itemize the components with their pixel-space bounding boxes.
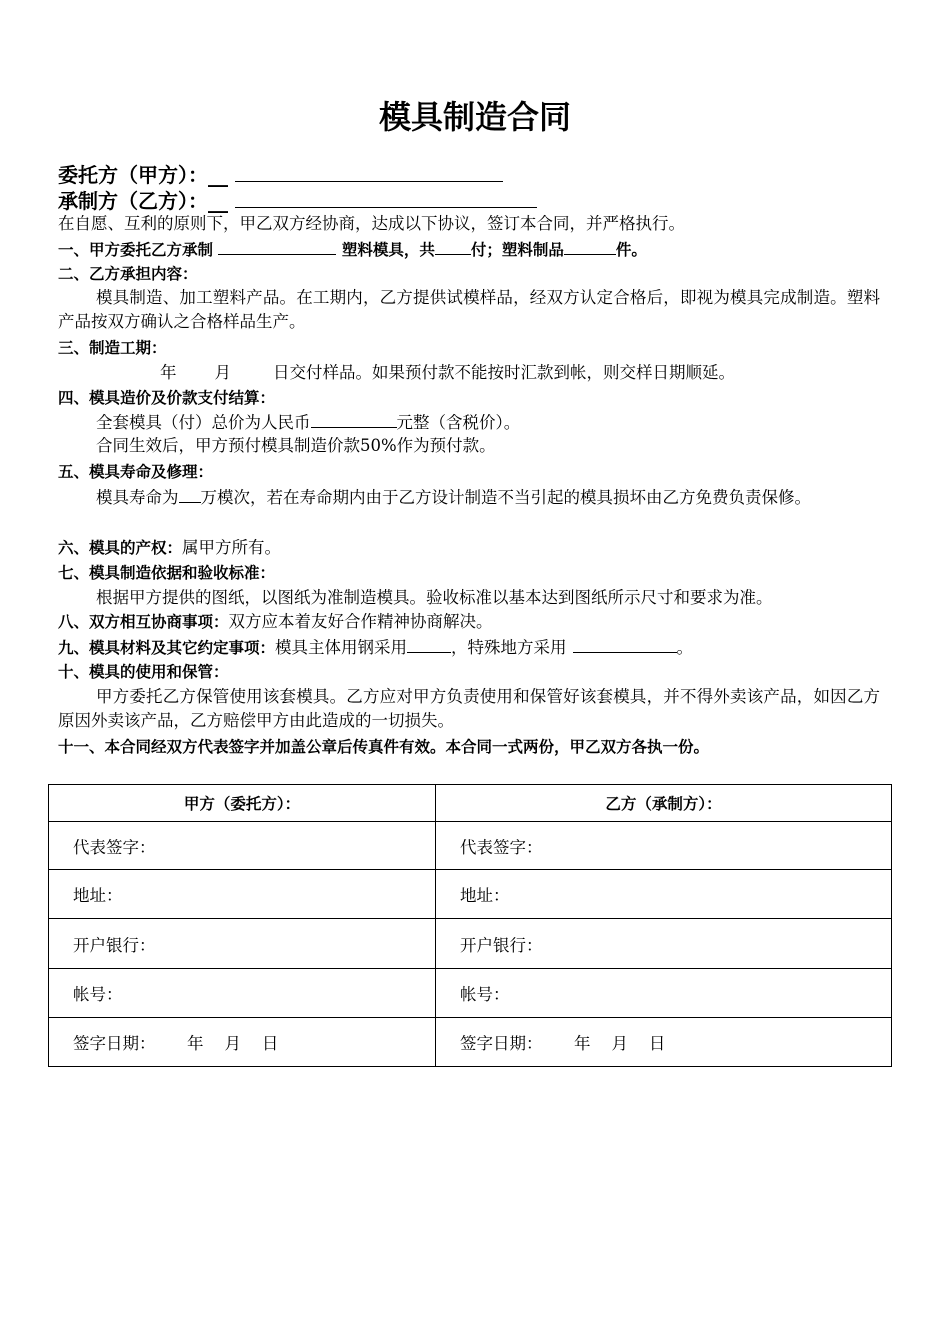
clause-8-heading: 八、双方相互协商事项： [58,613,229,631]
clause-3-month: 月 [214,363,231,382]
clause-9-body-a: 模具主体用钢采用 [275,638,408,657]
clause-1 [58,237,888,262]
clause-8 [58,610,888,634]
clause-1-mid1: 塑料模具，共 [341,241,435,259]
clause-5-body-b: 万模次，若在寿命期内由于乙方设计制造不当引起的模具损坏由乙方免费负责保修。 [200,488,811,507]
party-b-bank-cell[interactable]: 开户银行： [436,919,892,969]
clause-3-year: 年 [160,363,177,382]
party-b-blank[interactable] [235,189,537,208]
clause-10-heading: 十、模具的使用和保管： [58,663,229,681]
party-a-blank[interactable] [235,163,503,182]
clause-4-line1-a: 全套模具（付）总价为人民币 [96,413,311,432]
clause-2-body: 模具制造、加工塑料产品。在工期内，乙方提供试模样品，经双方认定合格后，即视为模具完成制造。塑料产品按双方确认之合格样品生产。 [58,288,880,331]
clause-6-heading: 六、模具的产权： [58,539,183,557]
party-b-address-cell[interactable]: 地址： [436,870,892,919]
total-price-blank[interactable] [311,410,397,428]
clause-8-body: 双方应本着友好合作精神协商解决。 [228,612,493,631]
party-b-filler: __ [208,189,235,213]
party-a-address-cell[interactable]: 地址： [49,870,436,919]
clause-3-body [58,361,888,385]
clause-4-line1-b: 元整（含税价）。 [396,413,521,432]
clause-5-body [58,485,880,510]
signature-table [48,784,892,1067]
clause-4-line2: 合同生效后，甲方预付模具制造价款50%作为预付款。 [96,436,496,455]
account-row [49,969,892,1018]
clause-5-heading: 五、模具寿命及修理： [58,463,214,481]
product-count-blank[interactable] [564,237,616,255]
party-a-label: 委托方（甲方）： [58,163,208,187]
mold-count-blank[interactable] [435,237,471,255]
party-b-header: 乙方（承制方）： [436,785,892,822]
party-b-line [58,188,537,214]
date-row [49,1018,892,1067]
clause-5-body-a: 模具寿命为 [96,488,179,507]
party-a-header: 甲方（委托方）： [49,785,436,822]
clause-2-heading: 二、乙方承担内容： [58,265,198,283]
special-steel-blank[interactable] [573,635,677,653]
party-b-account-cell[interactable]: 帐号： [436,969,892,1018]
clause-1-prefix: 一、甲方委托乙方承制 [58,241,214,259]
bank-row [49,919,892,969]
clause-9-heading: 九、模具材料及其它约定事项： [58,639,276,657]
party-a-filler: __ [208,163,235,187]
party-a-signature-cell[interactable]: 代表签字： [49,822,436,870]
clause-4-heading: 四、模具造价及价款支付结算： [58,389,276,407]
clause-9-body-b: ，特殊地方采用 [451,638,567,657]
party-a-account-cell[interactable]: 帐号： [49,969,436,1018]
party-a-line [58,162,503,188]
signature-table-header [49,785,892,822]
signature-row [49,822,892,870]
address-row [49,870,892,919]
clause-7-heading: 七、模具制造依据和验收标准： [58,564,276,582]
document-title: 模具制造合同 [378,98,571,136]
life-blank[interactable] [179,485,201,503]
clause-1-mid2: 付；塑料制品 [470,241,564,259]
clause-11: 十一、本合同经双方代表签字并加盖公章后传真件有效。本合同一式两份，甲乙双方各执一份。 [58,738,710,756]
clause-1-suffix: 件。 [615,241,647,259]
clause-6 [58,536,888,560]
clause-9-body-c: 。 [676,638,694,657]
clause-7-body: 根据甲方提供的图纸，以图纸为准制造模具。验收标准以基本达到图纸所示尺寸和要求为准。 [96,588,773,607]
clause-3-heading: 三、制造工期： [58,339,167,357]
clause-9 [58,635,888,660]
party-a-bank-cell[interactable]: 开户银行： [49,919,436,969]
clause-10-body: 甲方委托乙方保管使用该套模具。乙方应对甲方负责使用和保管好该套模具，并不得外卖该产品，如因乙方原因外卖该产品，乙方赔偿甲方由此造成的一切损失。 [58,687,880,730]
clause-6-body: 属甲方所有。 [182,538,282,557]
party-b-label: 承制方（乙方）： [58,189,208,213]
steel-blank[interactable] [407,635,451,653]
party-b-signature-cell[interactable]: 代表签字： [436,822,892,870]
party-a-date-cell[interactable]: 签字日期： 年 月 日 [49,1018,436,1067]
intro-text: 在自愿、互利的原则下，甲乙双方经协商，达成以下协议，签订本合同，并严格执行。 [58,214,685,233]
party-b-date-cell[interactable]: 签字日期： 年 月 日 [436,1018,892,1067]
mold-name-blank[interactable] [218,237,336,255]
clause-3-day-text: 日交付样品。如果预付款不能按时汇款到帐，则交样日期顺延。 [273,363,735,382]
clause-4-line1 [96,410,888,435]
